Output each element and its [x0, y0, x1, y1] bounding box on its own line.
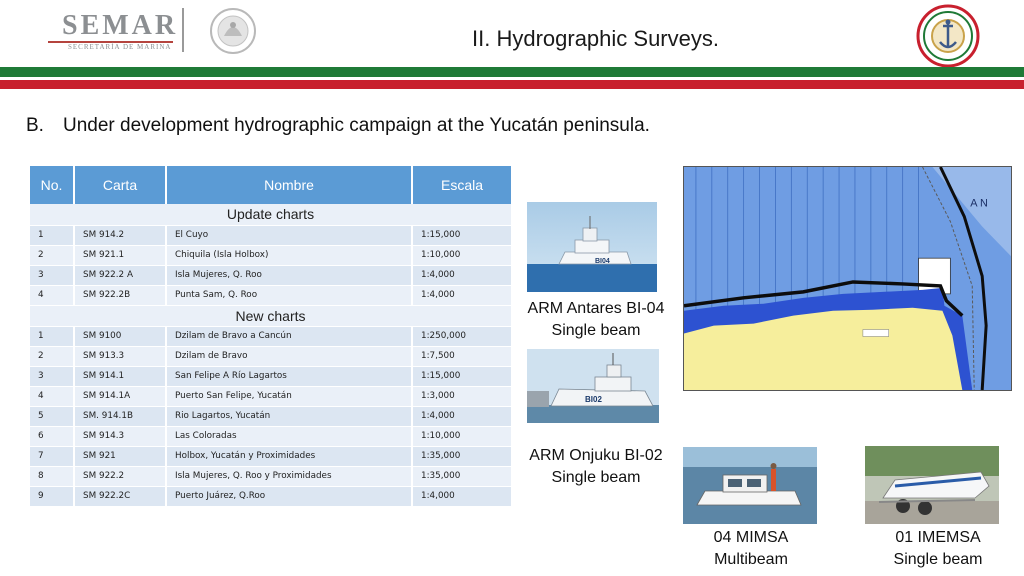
cell-nombre: Dzilam de Bravo: [166, 346, 412, 366]
antares-caption: [520, 298, 672, 342]
cell-escala: 1:35,000: [412, 446, 512, 466]
cell-no: 4: [30, 285, 74, 305]
column-header-nombre: Nombre: [166, 166, 412, 204]
group-row-update: [30, 204, 512, 225]
cell-carta: SM 922.2: [74, 466, 166, 486]
cell-escala: 1:4,000: [412, 285, 512, 305]
cell-carta: SM 9100: [74, 326, 166, 346]
column-header-no: No.: [30, 166, 74, 204]
cell-escala: 1:4,000: [412, 486, 512, 506]
mexico-seal-icon: [204, 6, 262, 56]
cell-no: 9: [30, 486, 74, 506]
cell-carta: SM 921: [74, 446, 166, 466]
table-row: [30, 386, 512, 406]
cell-no: 6: [30, 426, 74, 446]
onjuku-caption: [520, 445, 672, 489]
onjuku-name: ARM Onjuku BI-02: [529, 447, 663, 464]
cell-escala: 1:4,000: [412, 265, 512, 285]
mimsa-caption: [680, 527, 822, 571]
cell-nombre: Isla Mujeres, Q. Roo: [166, 265, 412, 285]
cell-no: 8: [30, 466, 74, 486]
cell-carta: SM 922.2C: [74, 486, 166, 506]
header-divider: [182, 8, 184, 52]
onjuku-type: Single beam: [551, 469, 641, 486]
table-row: [30, 225, 512, 245]
table-row: [30, 346, 512, 366]
cell-nombre: Dzilam de Bravo a Cancún: [166, 326, 412, 346]
table-row: [30, 466, 512, 486]
svg-text:BI04: BI04: [595, 258, 610, 265]
cell-escala: 1:10,000: [412, 245, 512, 265]
cell-nombre: Rio Lagartos, Yucatán: [166, 406, 412, 426]
svg-text:BI02: BI02: [585, 395, 602, 404]
semar-logo: [48, 10, 178, 52]
cell-carta: SM 922.2 A: [74, 265, 166, 285]
cell-nombre: Chiquila (Isla Holbox): [166, 245, 412, 265]
cell-carta: SM 922.2B: [74, 285, 166, 305]
mimsa-type: Multibeam: [714, 551, 788, 568]
charts-table: [30, 166, 513, 507]
cell-no: 3: [30, 366, 74, 386]
table-row: [30, 486, 512, 506]
section-marker: B.: [26, 115, 44, 136]
cell-no: 1: [30, 225, 74, 245]
cell-escala: 1:7,500: [412, 346, 512, 366]
table-row: [30, 366, 512, 386]
table-row: [30, 245, 512, 265]
cell-escala: 1:15,000: [412, 366, 512, 386]
cell-nombre: Punta Sam, Q. Roo: [166, 285, 412, 305]
section-text: Under development hydrographic campaign at the Yucatán peninsula.: [63, 115, 650, 136]
imemsa-name: 01 IMEMSA: [895, 529, 981, 546]
cell-escala: 1:10,000: [412, 426, 512, 446]
cell-escala: 1:4,000: [412, 406, 512, 426]
armada-seal-icon: [914, 4, 982, 68]
cell-carta: SM 914.2: [74, 225, 166, 245]
cell-no: 4: [30, 386, 74, 406]
onjuku-photo: [527, 349, 659, 423]
cell-carta: SM 921.1: [74, 245, 166, 265]
table-row: [30, 406, 512, 426]
mimsa-photo: [683, 447, 817, 524]
cell-escala: 1:3,000: [412, 386, 512, 406]
logo-wordmark: SEMAR: [62, 10, 179, 41]
logo-subtitle: SECRETARÍA DE MARINA: [68, 43, 172, 51]
cell-escala: 1:250,000: [412, 326, 512, 346]
cell-nombre: Isla Mujeres, Q. Roo y Proximidades: [166, 466, 412, 486]
cell-carta: SM 914.3: [74, 426, 166, 446]
cell-nombre: Puerto San Felipe, Yucatán: [166, 386, 412, 406]
cell-nombre: El Cuyo: [166, 225, 412, 245]
cell-nombre: Puerto Juárez, Q.Roo: [166, 486, 412, 506]
cell-nombre: Holbox, Yucatán y Proximidades: [166, 446, 412, 466]
table-row: [30, 265, 512, 285]
page-title: II. Hydrographic Surveys.: [472, 26, 719, 51]
cell-carta: SM 914.1: [74, 366, 166, 386]
cell-carta: SM 913.3: [74, 346, 166, 366]
imemsa-type: Single beam: [893, 551, 983, 568]
header-stripe-red: [0, 80, 1024, 89]
group-row-new: [30, 305, 512, 326]
cell-no: 5: [30, 406, 74, 426]
column-header-carta: Carta: [74, 166, 166, 204]
antares-type: Single beam: [551, 322, 641, 339]
cell-no: 3: [30, 265, 74, 285]
cell-nombre: San Felipe A Río Lagartos: [166, 366, 412, 386]
antares-name: ARM Antares BI-04: [527, 300, 665, 317]
table-header-row: [30, 166, 512, 204]
cell-escala: 1:35,000: [412, 466, 512, 486]
cell-nombre: Las Coloradas: [166, 426, 412, 446]
imemsa-caption: [866, 527, 1010, 571]
cell-escala: 1:15,000: [412, 225, 512, 245]
cell-carta: SM. 914.1B: [74, 406, 166, 426]
section-subtitle: [26, 115, 650, 137]
mimsa-name: 04 MIMSA: [713, 529, 789, 546]
cell-no: 2: [30, 346, 74, 366]
imemsa-photo: [865, 446, 999, 524]
antares-photo: [527, 202, 657, 292]
cell-no: 2: [30, 245, 74, 265]
survey-area-map: [683, 166, 1012, 391]
table-row: [30, 285, 512, 305]
cell-no: 1: [30, 326, 74, 346]
header-stripe-green: [0, 67, 1024, 77]
cell-no: 7: [30, 446, 74, 466]
svg-text:A N: A N: [970, 197, 988, 210]
table-row: [30, 326, 512, 346]
table-row: [30, 426, 512, 446]
cell-carta: SM 914.1A: [74, 386, 166, 406]
column-header-escala: Escala: [412, 166, 512, 204]
table-row: [30, 446, 512, 466]
group-label: Update charts: [30, 204, 512, 225]
group-label: New charts: [30, 305, 512, 326]
